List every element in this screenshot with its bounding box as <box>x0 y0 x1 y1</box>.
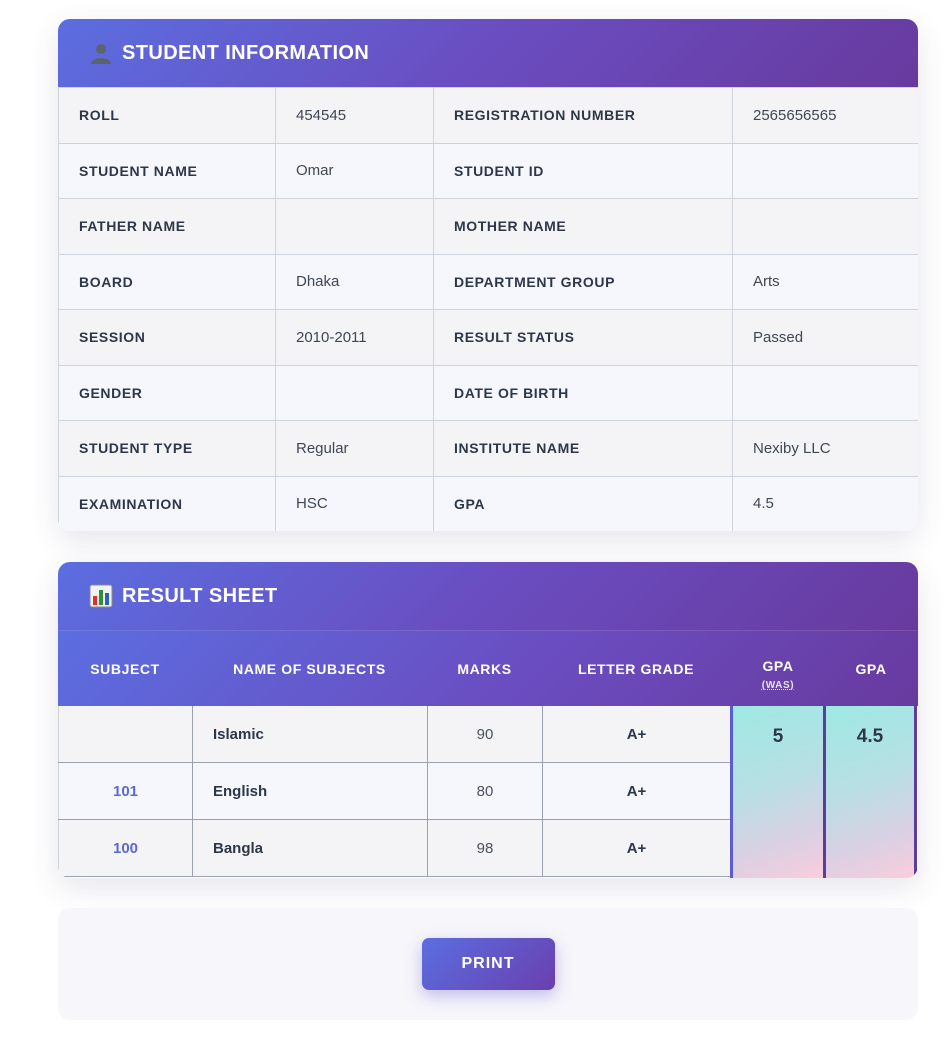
info-value <box>276 365 434 421</box>
info-label: EXAMINATION <box>59 476 276 531</box>
subject-header-label: SUBJECT <box>90 660 160 677</box>
gpa-column-header <box>826 631 916 706</box>
print-area <box>58 908 918 1020</box>
name-header-label: NAME OF SUBJECTS <box>233 660 386 677</box>
student-information-title: STUDENT INFORMATION <box>122 41 370 64</box>
student-information-card <box>58 19 918 531</box>
grade-header-label: LETTER GRADE <box>577 660 695 677</box>
table-row <box>59 476 919 531</box>
info-label: FATHER NAME <box>59 199 276 255</box>
table-row <box>59 143 919 199</box>
info-value: 454545 <box>276 88 434 144</box>
info-value <box>733 143 919 199</box>
subject-name-cell: English <box>193 763 428 819</box>
info-label: INSTITUTE NAME <box>434 421 733 477</box>
table-row <box>59 199 919 255</box>
letter-grade-cell: A+ <box>626 725 647 743</box>
info-value: Omar <box>276 143 434 199</box>
gpa-was-column-header <box>730 631 826 706</box>
table-row <box>59 365 919 421</box>
table-row <box>59 254 919 310</box>
info-value: Passed <box>733 310 919 366</box>
subject-code-cell: 101 <box>58 763 193 819</box>
name-column-header <box>192 631 427 706</box>
info-label: MOTHER NAME <box>434 199 733 255</box>
subject-name-cell: Islamic <box>193 706 428 762</box>
subject-code-cell <box>58 706 193 762</box>
subject-code-cell: 100 <box>58 820 193 876</box>
info-label: REGISTRATION NUMBER <box>434 88 733 144</box>
info-label: STUDENT TYPE <box>59 421 276 477</box>
gpa-was-header-label: GPA <box>762 658 794 674</box>
info-value: Dhaka <box>276 254 434 310</box>
print-button[interactable]: PRINT <box>422 938 555 990</box>
table-row <box>59 421 919 477</box>
table-row <box>58 706 730 763</box>
info-label: BOARD <box>59 254 276 310</box>
info-value <box>733 365 919 421</box>
info-value: Regular <box>276 421 434 477</box>
info-label: SESSION <box>59 310 276 366</box>
gpa-header-label: GPA <box>855 660 887 677</box>
subject-column-header <box>58 631 192 706</box>
info-label: GPA <box>434 476 733 531</box>
info-value: 2010-2011 <box>276 310 434 366</box>
table-row <box>58 820 730 877</box>
gpa-was-header-sublabel: (WAS) <box>761 680 795 691</box>
marks-cell: 80 <box>428 763 543 819</box>
result-table-body <box>58 706 918 878</box>
info-value: Arts <box>733 254 919 310</box>
gpa-value: 4.5 <box>826 706 917 878</box>
info-value: HSC <box>276 476 434 531</box>
subject-name-cell: Bangla <box>193 820 428 876</box>
table-row <box>58 763 730 820</box>
letter-grade-cell: A+ <box>626 782 647 800</box>
result-sheet-card <box>58 562 918 878</box>
result-table-header <box>58 630 918 706</box>
student-information-table <box>58 87 918 531</box>
info-label: DEPARTMENT GROUP <box>434 254 733 310</box>
bar-chart-icon <box>88 583 114 609</box>
result-sheet-title: RESULT SHEET <box>122 584 278 607</box>
info-value: 2565656565 <box>733 88 919 144</box>
marks-header-label: MARKS <box>457 660 512 677</box>
user-silhouette-icon <box>88 40 114 66</box>
result-sheet-header <box>58 562 918 630</box>
table-row <box>59 310 919 366</box>
grade-column-header <box>542 631 730 706</box>
student-information-header <box>58 19 918 87</box>
gpa-was-value: 5 <box>730 706 826 878</box>
info-label: STUDENT ID <box>434 143 733 199</box>
marks-cell: 90 <box>428 706 543 762</box>
info-value: 4.5 <box>733 476 919 531</box>
table-row <box>59 88 919 144</box>
info-value <box>733 199 919 255</box>
info-label: RESULT STATUS <box>434 310 733 366</box>
marks-column-header <box>427 631 542 706</box>
info-label: GENDER <box>59 365 276 421</box>
info-value: Nexiby LLC <box>733 421 919 477</box>
info-label: STUDENT NAME <box>59 143 276 199</box>
info-label: DATE OF BIRTH <box>434 365 733 421</box>
info-value <box>276 199 434 255</box>
letter-grade-cell: A+ <box>626 839 647 857</box>
info-label: ROLL <box>59 88 276 144</box>
marks-cell: 98 <box>428 820 543 876</box>
